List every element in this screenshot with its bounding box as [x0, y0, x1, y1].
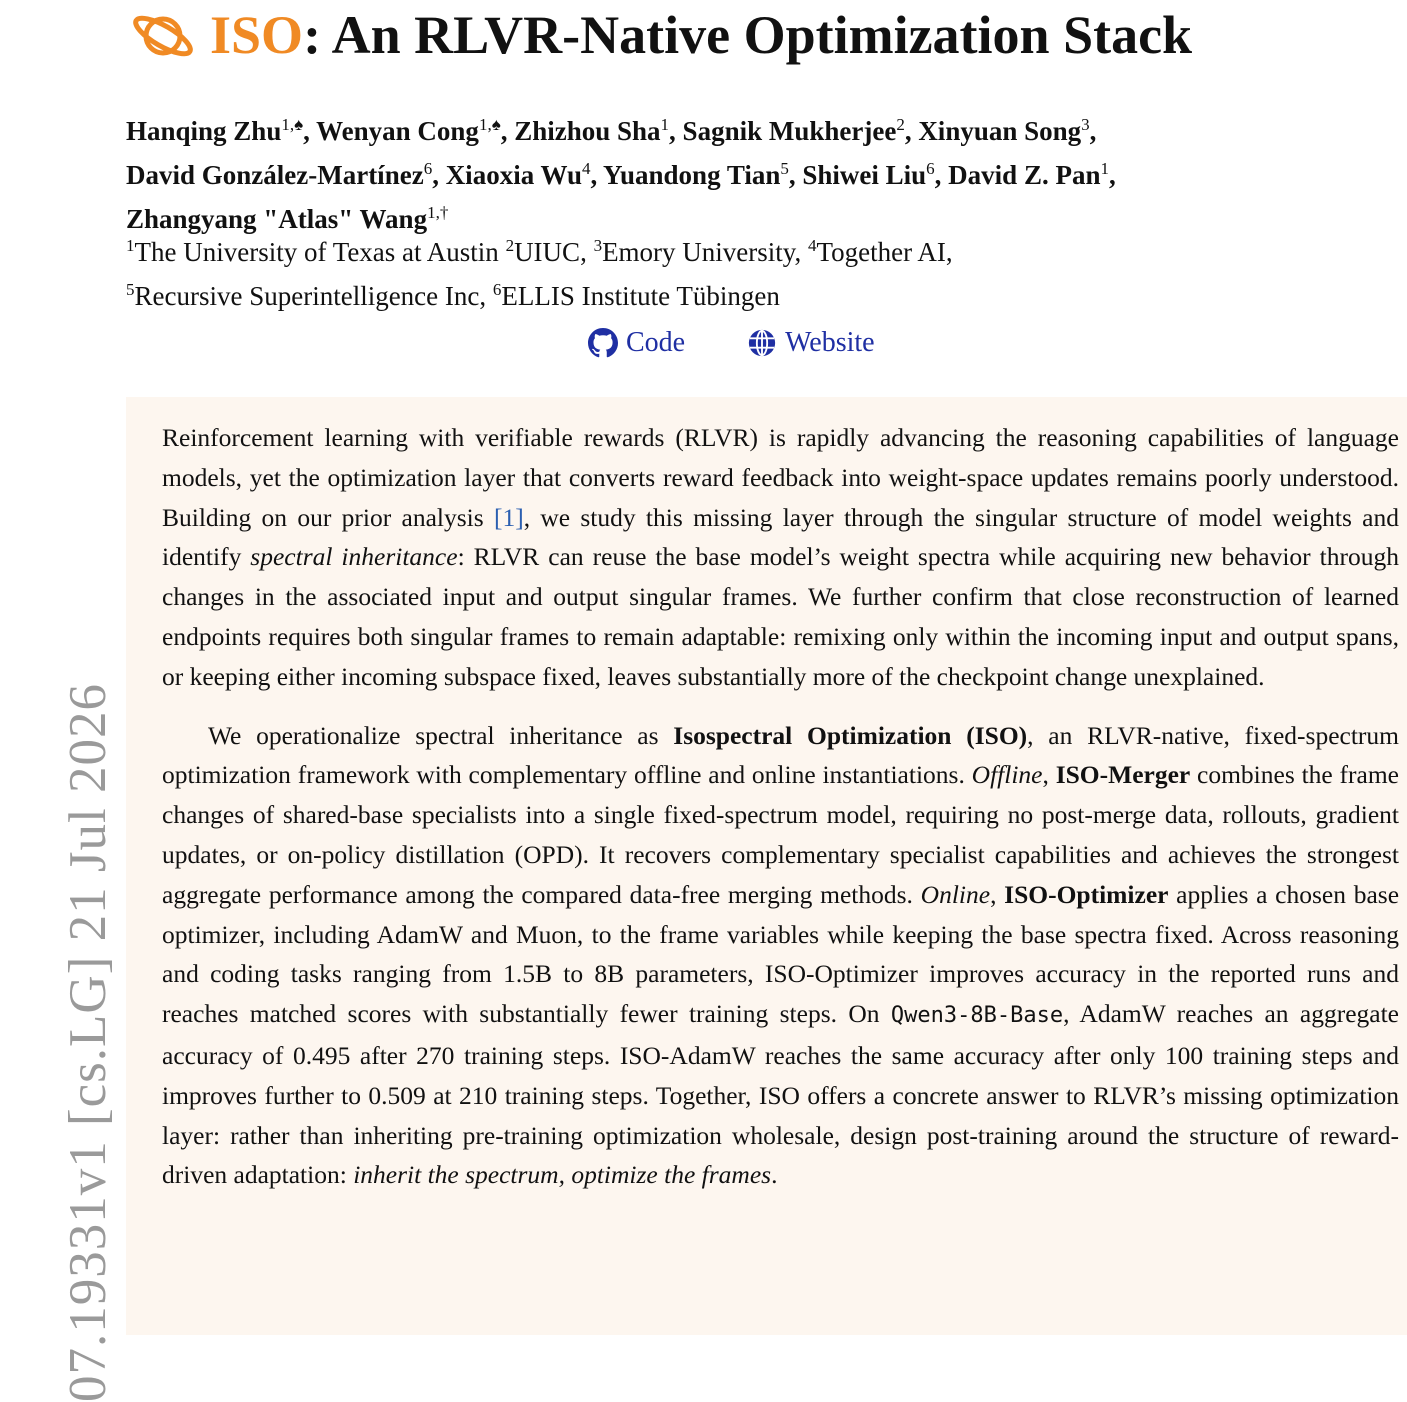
author: Xiaoxia Wu$^4$ [445, 159, 591, 190]
abstract-paragraph: Reinforcement learning with verifiable rewards (RLVR) is rapidly advancing the reasoning capabilities of language models, yet the optimization layer that converts reward feedback into weight-space updates remains poorly understood. Building on our prior analysis [1], we study this missing layer through the singular structure of model weights and identify spectral inheritance: RLVR can reuse the base model’s weight spectra while acquiring new behavior through changes in the associated input and output singular frames. We further confirm that close reconstruction of learned endpoints requires both singular frames to remain adaptable: remixing only within the incoming input and output spans, or keeping either incoming subspace fixed, leaves substantially more of the checkpoint change unexplained. [162, 423, 1399, 691]
author: Zhizhou Sha$^1$ [514, 115, 670, 146]
github-icon [588, 328, 618, 358]
author: Zhangyang "Atlas" Wang$^{1,\dagger}$ [126, 203, 449, 234]
author: Sagnik Mukherjee$^2$ [682, 115, 905, 146]
affiliation-list: $^1$The University of Texas at Austin $^2$UIUC, $^3$Emory University, $^4$Together AI, $^5$Recursive Superintelligence Inc, $^6$ELLIS Institute Tübingen [126, 236, 953, 311]
planet-icon [128, 5, 198, 65]
affiliation: $^3$Emory University [593, 236, 795, 267]
arxiv-identifier: 07.19331v1 [cs.LG] 21 Jul 2026 [59, 683, 117, 1402]
affiliation: $^5$Recursive Superintelligence Inc [126, 280, 480, 311]
code-link[interactable] [588, 327, 685, 359]
affiliation: $^6$ELLIS Institute Tübingen [492, 280, 780, 311]
resource-links [588, 327, 875, 359]
affiliation: $^2$UIUC [505, 236, 581, 267]
affiliation: $^1$The University of Texas at Austin [126, 236, 499, 267]
author: Wenyan Cong$^{1,♠}$ [316, 115, 501, 146]
abstract [126, 397, 1407, 1335]
author: David González-Martínez$^6$ [126, 159, 433, 190]
website-link[interactable] [747, 327, 875, 359]
author: Xinyuan Song$^3$ [918, 115, 1090, 146]
author: Hanqing Zhu$^{1,♠}$ [126, 115, 304, 146]
website-link-label: Website [785, 327, 875, 358]
citation-link[interactable]: [1] [493, 502, 524, 532]
model-name: Qwen3-8B-Base [890, 1003, 1064, 1029]
abstract-paragraph: We operationalize spectral inheritance as Isospectral Optimization (ISO), an RLVR-native, fixed-spectrum optimization framework with complementary offline and online instantiations. Offline, ISO-Merger combines the frame changes of shared-base specialists into a single fixed-spectrum model, requiring no post-merge data, rollouts, gradient updates, or on-policy distillation (OPD). It recovers complementary specialist capabilities and achieves the strongest aggregate performance among the compared data-free merging methods. Online, ISO-Optimizer applies a chosen base optimizer, including AdamW and Muon, to the frame variables while keeping the base spectra fixed. Across reasoning and coding tasks ranging from 1.5B to 8B parameters, ISO-Optimizer improves accuracy in the reported runs and reaches matched scores with substantially fewer training steps. On Qwen3-8B-Base, AdamW reaches an aggregate accuracy of 0.495 after 270 training steps. ISO-AdamW reaches the same accuracy after only 100 training steps and improves further to 0.509 at 210 training steps. Together, ISO offers a concrete answer to RLVR’s missing optimization layer: rather than inheriting pre-training optimization wholesale, design post-training around the structure of reward-driven adaptation: inherit the spectrum, optimize the frames. [162, 720, 1400, 1190]
author: Shiwei Liu$^6$ [802, 159, 935, 190]
author-list: Hanqing Zhu$^{1,♠}$, Wenyan Cong$^{1,♠}$, Zhizhou Sha$^1$, Sagnik Mukherjee$^2$, Xinyuan Song$^3$, David González-Martínez$^6$, Xiaoxia Wu$^4$, Yuandong Tian$^5$, Shiwei Liu$^6$, David Z. Pan$^1$, Zhangyang "Atlas" Wang$^{1,\dagger}$ [126, 115, 1116, 234]
author: David Z. Pan$^1$ [948, 159, 1109, 190]
title-acronym: ISO [210, 5, 304, 65]
code-link-label: Code [626, 327, 686, 358]
title-text: : An RLVR-Native Optimization Stack [303, 5, 1193, 65]
affiliation: $^4$Together AI [808, 236, 946, 267]
paper-title [128, 0, 1192, 70]
globe-icon [747, 328, 777, 358]
author: Yuandong Tian$^5$ [602, 159, 789, 190]
